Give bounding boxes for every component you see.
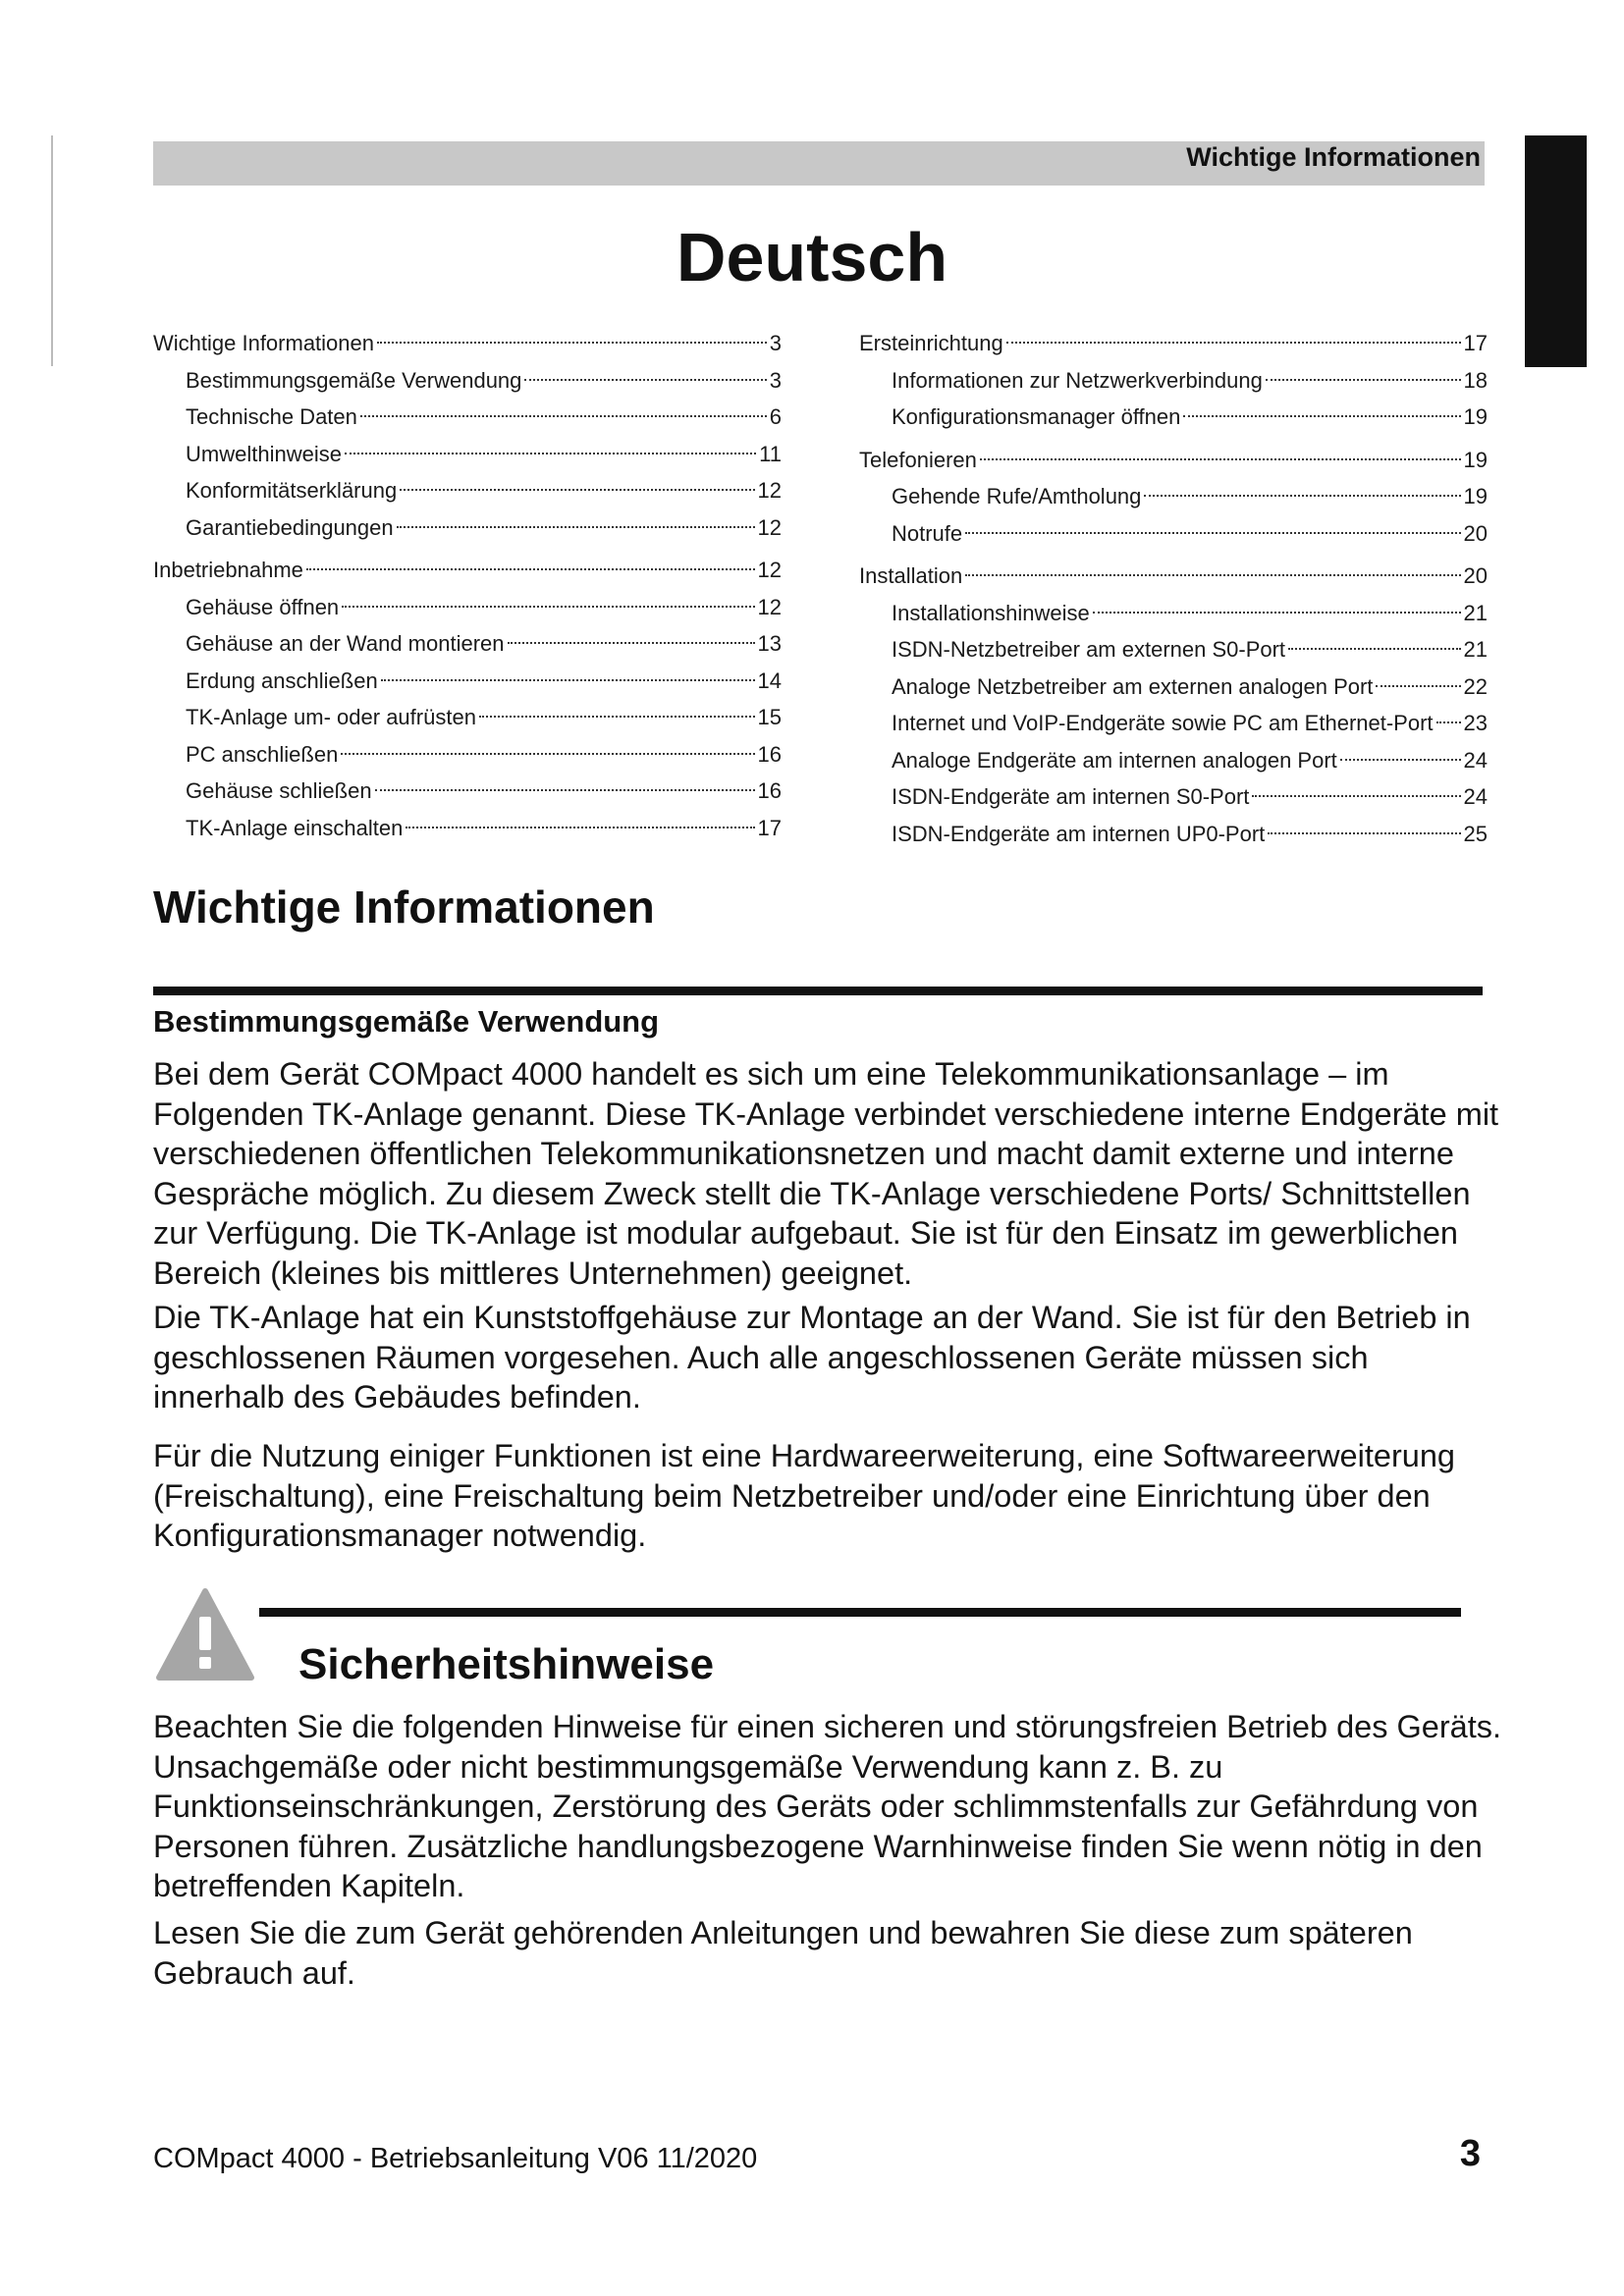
toc-entry-page: 24 <box>1463 747 1488 773</box>
toc-entry-page: 22 <box>1463 673 1488 699</box>
toc-leader-dots <box>381 679 755 681</box>
toc-leader-dots <box>1288 648 1460 650</box>
toc-entry-page: 14 <box>757 667 782 693</box>
toc-entry[interactable] <box>859 478 1488 515</box>
toc-entry-label: Gehende Rufe/Amtholung <box>892 484 1142 508</box>
toc-entry[interactable] <box>153 736 782 774</box>
toc-entry[interactable] <box>859 515 1488 553</box>
safety-title: Sicherheitshinweise <box>298 1640 715 1688</box>
toc-entry-label: Konformitätserklärung <box>186 478 398 503</box>
toc-entry-label: Gehäuse schließen <box>186 778 372 803</box>
toc-entry-page: 18 <box>1463 367 1488 393</box>
toc-entry-label: Erdung anschließen <box>186 667 378 693</box>
toc-entry-page: 3 <box>769 367 782 393</box>
paragraph: Die TK-Anlage hat ein Kunststoffgehäuse zur Montage an der Wand. Sie ist für den Betrieb in geschlossenen Räumen vorgesehen. Auch alle angeschlossenen Geräte müssen sich innerhalb des Gebäudes befinden. <box>153 1300 1471 1415</box>
toc-entry-label: Technische Daten <box>186 404 357 429</box>
toc-entry[interactable] <box>859 778 1488 816</box>
toc-right-column <box>859 325 1488 852</box>
running-header-label: Wichtige Informationen <box>1186 142 1481 172</box>
section-rule <box>153 987 1483 995</box>
toc-entry-page: 3 <box>769 331 782 355</box>
toc-entry[interactable] <box>153 472 782 509</box>
toc-entry-label: Analoge Endgeräte am internen analogen Port <box>892 747 1337 773</box>
toc-leader-dots <box>375 789 755 791</box>
section-title: Wichtige Informationen <box>153 881 655 933</box>
toc-entry-page: 19 <box>1463 404 1488 429</box>
toc-leader-dots <box>1436 721 1461 723</box>
safety-paragraph: Beachten Sie die folgenden Hinweise für einen sicheren und störungsfreien Betrieb des Geräts. Unsachgemäße oder nicht bestimmungsgemäße Verwendung kann z. B. zu Funktionseinschränkungen, Zerstörung des Geräts oder schlimmstenfalls zur Gefährdung von Personen führen. Zusätzliche handlungsbezogene Warnhinweise finden Sie wenn nötig in den betreffenden Kapiteln. <box>153 1709 1502 1903</box>
toc-entry[interactable] <box>153 509 782 547</box>
toc-entry[interactable] <box>153 699 782 736</box>
toc-entry-page: 12 <box>757 594 782 619</box>
toc-entry-label: ISDN-Endgeräte am internen UP0-Port <box>892 821 1266 846</box>
toc-entry[interactable] <box>859 442 1488 479</box>
toc-entry-page: 16 <box>757 741 782 767</box>
toc-entry-page: 24 <box>1463 784 1488 809</box>
toc-entry-page: 15 <box>757 705 782 729</box>
toc-entry-label: Gehäuse an der Wand montieren <box>186 631 505 656</box>
toc-leader-dots <box>1252 795 1460 797</box>
toc-entry-page: 12 <box>757 514 782 540</box>
toc-entry[interactable] <box>859 705 1488 742</box>
toc-entry[interactable] <box>153 362 782 400</box>
toc-entry-page: 19 <box>1463 484 1488 508</box>
toc-entry[interactable] <box>859 668 1488 706</box>
toc-leader-dots <box>345 453 756 454</box>
toc-leader-dots <box>1268 832 1460 834</box>
toc-entry-page: 20 <box>1463 520 1488 546</box>
toc-entry[interactable] <box>859 595 1488 632</box>
toc-leader-dots <box>341 753 754 755</box>
toc-entry[interactable] <box>153 663 782 700</box>
toc-leader-dots <box>1006 342 1461 344</box>
toc-entry-label: ISDN-Endgeräte am internen S0-Port <box>892 784 1250 809</box>
toc-entry-label: Gehäuse öffnen <box>186 594 340 619</box>
toc-entry-label: Informationen zur Netzwerkverbindung <box>892 367 1263 393</box>
toc-entry-page: 19 <box>1463 447 1488 472</box>
toc-entry-page: 21 <box>1463 637 1488 662</box>
toc-entry-page: 12 <box>757 478 782 503</box>
toc-entry-label: TK-Anlage um- oder aufrüsten <box>186 705 476 729</box>
toc-entry-label: Internet und VoIP-Endgeräte sowie PC am Ethernet-Port <box>892 711 1434 735</box>
toc-entry[interactable] <box>153 552 782 589</box>
toc-entry[interactable] <box>153 625 782 663</box>
toc-entry[interactable] <box>153 399 782 436</box>
toc-leader-dots <box>1144 495 1460 497</box>
toc-entry-label: PC anschließen <box>186 741 339 767</box>
toc-leader-dots <box>524 379 766 381</box>
toc-entry-label: Ersteinrichtung <box>859 331 1003 355</box>
running-header <box>153 141 1485 186</box>
toc-entry-page: 11 <box>759 441 782 466</box>
toc-entry-label: Telefonieren <box>859 447 977 472</box>
paragraph: Für die Nutzung einiger Funktionen ist eine Hardwareerweiterung, eine Softwareerweiterung (Freischaltung), eine Freischaltung beim Netzbetreiber und/oder eine Einrichtung über den Konfigurationsmanager notwendig. <box>153 1438 1455 1553</box>
toc-entry-page: 6 <box>769 404 782 429</box>
toc-entry-label: Bestimmungsgemäße Verwendung <box>186 367 522 393</box>
toc-entry-label: Umwelthinweise <box>186 441 342 466</box>
safety-rule <box>259 1608 1461 1617</box>
toc-leader-dots <box>342 606 754 608</box>
toc-leader-dots <box>965 574 1460 576</box>
toc-entry[interactable] <box>859 558 1488 595</box>
toc-entry[interactable] <box>153 589 782 626</box>
toc-entry[interactable] <box>153 810 782 847</box>
toc-leader-dots <box>479 716 755 718</box>
toc-leader-dots <box>397 526 755 528</box>
footer-document-title: COMpact 4000 - Betriebsanleitung V06 11/2020 <box>153 2143 758 2174</box>
paragraph: Bei dem Gerät COMpact 4000 handelt es sich um eine Telekommunikationsanlage – im Folgenden TK-Anlage genannt. Diese TK-Anlage verbindet verschiedene interne Endgeräte mit verschiedenen öffentlichen Telekommunikationsnetzen und macht damit externe und interne Gespräche möglich. Zu diesem Zweck stellt die TK-Anlage verschiedene Ports/ Schnittstellen zur Verfügung. Die TK-Anlage ist modular aufgebaut. Sie ist für den Einsatz im gewerblichen Bereich (kleines bis mittleres Unternehmen) geeignet. <box>153 1056 1499 1291</box>
toc-leader-dots <box>1340 759 1461 761</box>
toc-entry-page: 16 <box>757 778 782 803</box>
toc-entry-page: 17 <box>1463 331 1488 355</box>
toc-entry[interactable] <box>859 631 1488 668</box>
toc-entry[interactable] <box>859 362 1488 400</box>
toc-entry-label: Konfigurationsmanager öffnen <box>892 404 1181 429</box>
toc-leader-dots <box>400 489 754 491</box>
toc-entry[interactable] <box>153 773 782 810</box>
toc-entry-label: Garantiebedingungen <box>186 514 394 540</box>
toc-entry-label: ISDN-Netzbetreiber am externen S0-Port <box>892 637 1286 662</box>
toc-entry[interactable] <box>859 399 1488 436</box>
subsection-title: Bestimmungsgemäße Verwendung <box>153 1004 660 1039</box>
toc-entry-label: Wichtige Informationen <box>153 331 374 355</box>
toc-leader-dots <box>965 532 1460 534</box>
toc-leader-dots <box>406 827 754 828</box>
toc-entry-label: Analoge Netzbetreiber am externen analogen Port <box>892 673 1374 699</box>
toc-entry[interactable] <box>153 325 782 362</box>
toc-leader-dots <box>1183 415 1460 417</box>
toc-entry-label: Installationshinweise <box>892 600 1090 625</box>
toc-leader-dots <box>1093 612 1461 614</box>
toc-entry[interactable] <box>859 816 1488 853</box>
toc-left-column <box>153 325 782 846</box>
toc-leader-dots <box>360 415 767 417</box>
toc-leader-dots <box>508 642 755 644</box>
toc-entry[interactable] <box>859 742 1488 779</box>
toc-leader-dots <box>306 568 755 570</box>
toc-entry-page: 20 <box>1463 563 1488 588</box>
toc-entry-page: 12 <box>757 558 782 582</box>
toc-entry-label: Notrufe <box>892 520 963 546</box>
toc-entry[interactable] <box>153 436 782 473</box>
language-title: Deutsch <box>676 219 948 295</box>
toc-leader-dots <box>377 342 767 344</box>
toc-entry-page: 21 <box>1463 600 1488 625</box>
toc-entry-page: 23 <box>1463 711 1488 735</box>
toc-entry-label: Installation <box>859 563 963 588</box>
warning-triangle-icon <box>155 1587 255 1682</box>
safety-paragraph: Lesen Sie die zum Gerät gehörenden Anleitungen und bewahren Sie diese zum späteren Gebrauch auf. <box>153 1915 1413 1991</box>
toc-entry-page: 17 <box>757 815 782 840</box>
toc-entry[interactable] <box>859 325 1488 362</box>
toc-entry-label: TK-Anlage einschalten <box>186 815 404 840</box>
toc-entry-label: Inbetriebnahme <box>153 558 303 582</box>
toc-leader-dots <box>980 458 1461 460</box>
toc-leader-dots <box>1376 685 1460 687</box>
toc-leader-dots <box>1266 379 1461 381</box>
toc-entry-page: 25 <box>1463 821 1488 846</box>
page-number: 3 <box>1459 2133 1481 2174</box>
toc-entry-page: 13 <box>757 631 782 656</box>
